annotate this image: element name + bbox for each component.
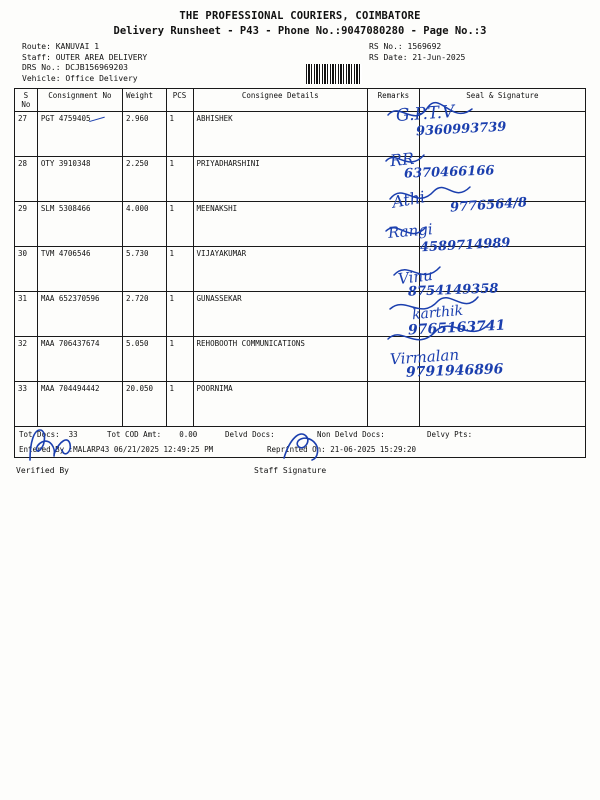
ink-phone-row-30: 4589714989	[419, 235, 511, 256]
cell-weight: 5.050	[122, 337, 166, 382]
cell-weight: 20.050	[122, 382, 166, 427]
cell-pcs: 1	[166, 292, 193, 337]
total-cod-amount: Tot COD Amt: 0.00	[107, 430, 198, 439]
cell-consignment: TVM 4706546	[37, 247, 122, 292]
cell-sno: 33	[15, 382, 38, 427]
column-header-pcs: PCS	[166, 89, 193, 112]
cell-consignee: PRIYADHARSHINI	[193, 157, 367, 202]
column-header-signature: Seal & Signature	[419, 89, 585, 112]
totals-row-2	[15, 442, 585, 457]
cell-remarks	[367, 382, 419, 427]
table-row	[15, 382, 586, 427]
verification-block	[14, 466, 586, 526]
ink-phone-row-32: 9765163741	[407, 317, 506, 339]
header-vehicle: Vehicle: Office Delivery	[22, 73, 138, 83]
cell-sno: 30	[15, 247, 38, 292]
table-row	[15, 202, 586, 247]
totals-row-1	[15, 427, 585, 442]
cell-remarks	[367, 112, 419, 157]
column-header-remarks: Remarks	[367, 89, 419, 112]
cell-sno: 29	[15, 202, 38, 247]
cell-remarks	[367, 337, 419, 382]
table-row	[15, 337, 586, 382]
cell-weight: 2.250	[122, 157, 166, 202]
ink-signature-row-27: G.P.T.V	[395, 101, 455, 127]
ink-signature-row-32: karthik	[411, 302, 464, 324]
cell-consignee: VIJAYAKUMAR	[193, 247, 367, 292]
cell-remarks	[367, 292, 419, 337]
cell-consignment: OTY 3910348	[37, 157, 122, 202]
cell-consignee: POORNIMA	[193, 382, 367, 427]
totals-block	[14, 427, 586, 458]
cell-weight: 4.000	[122, 202, 166, 247]
cell-sno: 32	[15, 337, 38, 382]
ink-signature-row-30: Rangi	[387, 220, 434, 242]
cell-remarks	[367, 157, 419, 202]
runsheet-table	[14, 88, 586, 427]
page-subtitle: Delivery Runsheet - P43 - Phone No.:9047080280 - Page No.:3	[113, 25, 487, 37]
ink-phone-row-31: 8754149358	[407, 281, 499, 300]
cell-remarks	[367, 202, 419, 247]
cell-signature	[419, 247, 585, 292]
cell-signature	[419, 337, 585, 382]
header-route: Route: KANUVAI 1	[22, 42, 100, 51]
ink-phone-row-33: 9791946896	[405, 361, 504, 381]
ink-phone-row-29: 9776564/8	[449, 195, 528, 216]
column-header-consignment: Consignment No	[37, 89, 122, 112]
staff-signature-label: Staff Signature	[254, 466, 327, 475]
header-right-block	[369, 42, 465, 63]
total-docs: Tot Docs: 33	[19, 430, 78, 439]
cell-sno: 31	[15, 292, 38, 337]
cell-consignment: MAA 652370596	[37, 292, 122, 337]
cell-sno: 28	[15, 157, 38, 202]
cell-consignee: REHOBOOTH COMMUNICATIONS	[193, 337, 367, 382]
column-header-sno: S No	[15, 89, 38, 112]
verified-by-label: Verified By	[16, 466, 69, 475]
cell-consignment: MAA 706437674	[37, 337, 122, 382]
header-meta	[14, 42, 586, 86]
cell-consignee: ABHISHEK	[193, 112, 367, 157]
page-title: THE PROFESSIONAL COURIERS, COIMBATORE	[179, 10, 421, 22]
cell-weight: 2.720	[122, 292, 166, 337]
cell-pcs: 1	[166, 202, 193, 247]
entered-by: Entered By :MALARP43 06/21/2025 12:49:25 PM	[19, 445, 214, 454]
cell-consignee: MEENAKSHI	[193, 202, 367, 247]
header-rs-no: RS No.: 1569692	[369, 42, 442, 51]
column-header-consignee: Consignee Details	[193, 89, 367, 112]
cell-signature	[419, 202, 585, 247]
table-header-row	[15, 89, 586, 112]
ink-signature-row-33: Virmalan	[389, 345, 460, 369]
cell-consignment: PGT 4759405	[37, 112, 122, 157]
header-rs-date: RS Date: 21-Jun-2025	[369, 52, 466, 62]
ink-signature-row-29: Athi	[390, 187, 427, 212]
ink-signature-row-28: RR	[389, 148, 416, 171]
cell-consignment: SLM 5308466	[37, 202, 122, 247]
header-staff: Staff: OUTER AREA DELIVERY	[22, 52, 148, 62]
cell-weight: 5.730	[122, 247, 166, 292]
cell-pcs: 1	[166, 112, 193, 157]
cell-remarks	[367, 247, 419, 292]
table-row	[15, 247, 586, 292]
cell-pcs: 1	[166, 247, 193, 292]
ink-phone-row-28: 6370466166	[403, 163, 495, 182]
reprinted-on: Reprinted On: 21-06-2025 15:29:20	[267, 445, 417, 454]
cell-weight: 2.960	[122, 112, 166, 157]
cell-pcs: 1	[166, 337, 193, 382]
runsheet-sheet	[14, 10, 586, 526]
column-header-weight: Weight	[122, 89, 166, 112]
cell-pcs: 1	[166, 382, 193, 427]
cell-sno: 27	[15, 112, 38, 157]
non-delivered-docs: Non Delvd Docs:	[317, 430, 385, 439]
delivery-points: Delvy Pts:	[427, 430, 473, 439]
cell-signature	[419, 382, 585, 427]
ink-signature-row-31: Vinu	[397, 265, 434, 289]
cell-consignment: MAA 704494442	[37, 382, 122, 427]
cell-consignee: GUNASSEKAR	[193, 292, 367, 337]
barcode-icon	[306, 64, 362, 84]
header-left-block	[22, 42, 147, 84]
table-row	[15, 157, 586, 202]
delivered-docs: Delvd Docs:	[225, 430, 275, 439]
ink-phone-row-27: 9360993739	[415, 119, 507, 140]
table-row	[15, 292, 586, 337]
cell-pcs: 1	[166, 157, 193, 202]
cell-signature	[419, 292, 585, 337]
cell-signature	[419, 157, 585, 202]
header-drs-no: DRS No.: DCJB156969203	[22, 63, 128, 72]
cell-signature	[419, 112, 585, 157]
